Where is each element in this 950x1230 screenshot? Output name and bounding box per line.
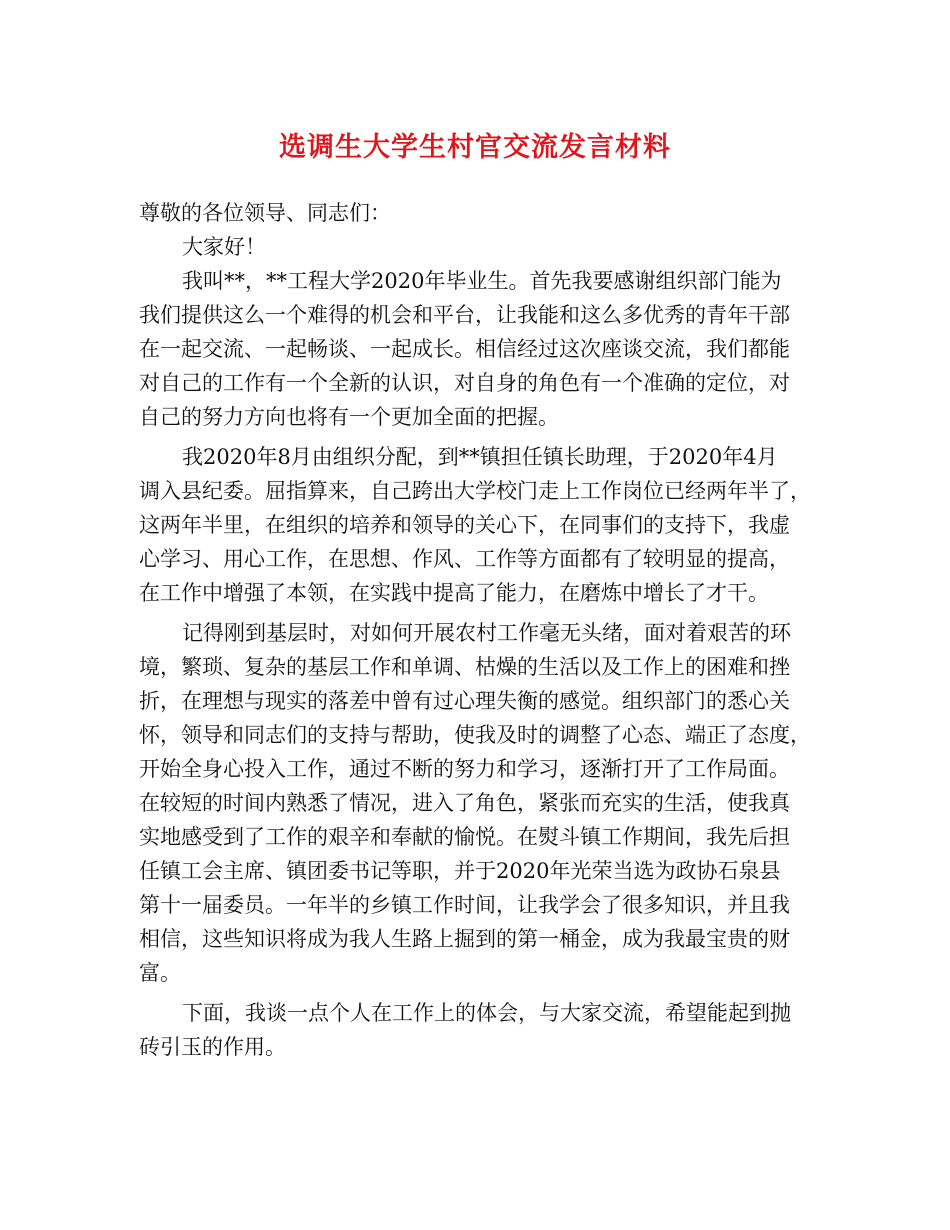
paragraph-3-line: 富。	[139, 961, 181, 985]
paragraph-1-line: 在一起交流、一起畅谈、一起成长。相信经过这次座谈交流，我们都能	[139, 337, 790, 361]
document-title: 选调生大学生村官交流发言材料	[279, 132, 671, 163]
paragraph-2-line: 调入县纪委。屈指算来，自己跨出大学校门走上工作岗位已经两年半了，	[139, 479, 811, 503]
paragraph-2-line: 这两年半里，在组织的培养和领导的关心下，在同事们的支持下，我虚	[139, 513, 790, 537]
paragraph-1-line: 对自己的工作有一个全新的认识，对自身的角色有一个准确的定位，对	[139, 371, 790, 395]
paragraph-3-line: 折，在理想与现实的落差中曾有过心理失衡的感觉。组织部门的悉心关	[139, 689, 790, 713]
document-body	[139, 196, 829, 1064]
paragraph-4-line: 下面，我谈一点个人在工作上的体会，与大家交流，希望能起到抛	[182, 1001, 791, 1025]
paragraph-2-line: 在工作中增强了本领，在实践中提高了能力，在磨炼中增长了才干。	[139, 581, 769, 605]
paragraph-2-line: 我2020年8月由组织分配，到**镇担任镇长助理，于2020年4月	[182, 445, 778, 469]
paragraph-3-line: 任镇工会主席、镇团委书记等职，并于2020年光荣当选为政协石泉县	[139, 859, 781, 883]
paragraph-1-line: 我叫**，**工程大学2020年毕业生。首先我要感谢组织部门能为	[182, 269, 782, 293]
paragraph-3-line: 记得刚到基层时，对如何开展农村工作毫无头绪，面对着艰苦的环	[182, 621, 791, 645]
paragraph-3-line: 第十一届委员。一年半的乡镇工作时间，让我学会了很多知识，并且我	[139, 893, 790, 917]
greeting-line: 大家好！	[182, 235, 266, 259]
salutation-line: 尊敬的各位领导、同志们：	[139, 201, 391, 225]
paragraph-3-line: 相信，这些知识将成为我人生路上掘到的第一桶金，成为我最宝贵的财	[139, 927, 790, 951]
paragraph-3-line: 实地感受到了工作的艰辛和奉献的愉悦。在熨斗镇工作期间，我先后担	[139, 825, 790, 849]
paragraph-3-line: 在较短的时间内熟悉了情况，进入了角色，紧张而充实的生活，使我真	[139, 791, 790, 815]
paragraph-3-line: 境，繁琐、复杂的基层工作和单调、枯燥的生活以及工作上的困难和挫	[139, 655, 790, 679]
paragraph-2-line: 心学习、用心工作，在思想、作风、工作等方面都有了较明显的提高，	[139, 547, 790, 571]
paragraph-1-line: 自己的努力方向也将有一个更加全面的把握。	[139, 405, 559, 429]
paragraph-4-line: 砖引玉的作用。	[139, 1035, 286, 1059]
paragraph-1-line: 我们提供这么一个难得的机会和平台，让我能和这么多优秀的青年干部	[139, 303, 790, 327]
paragraph-3-line: 开始全身心投入工作，通过不断的努力和学习，逐渐打开了工作局面。	[139, 757, 790, 781]
paragraph-3-line: 怀，领导和同志们的支持与帮助，使我及时的调整了心态、端正了态度，	[139, 723, 811, 747]
